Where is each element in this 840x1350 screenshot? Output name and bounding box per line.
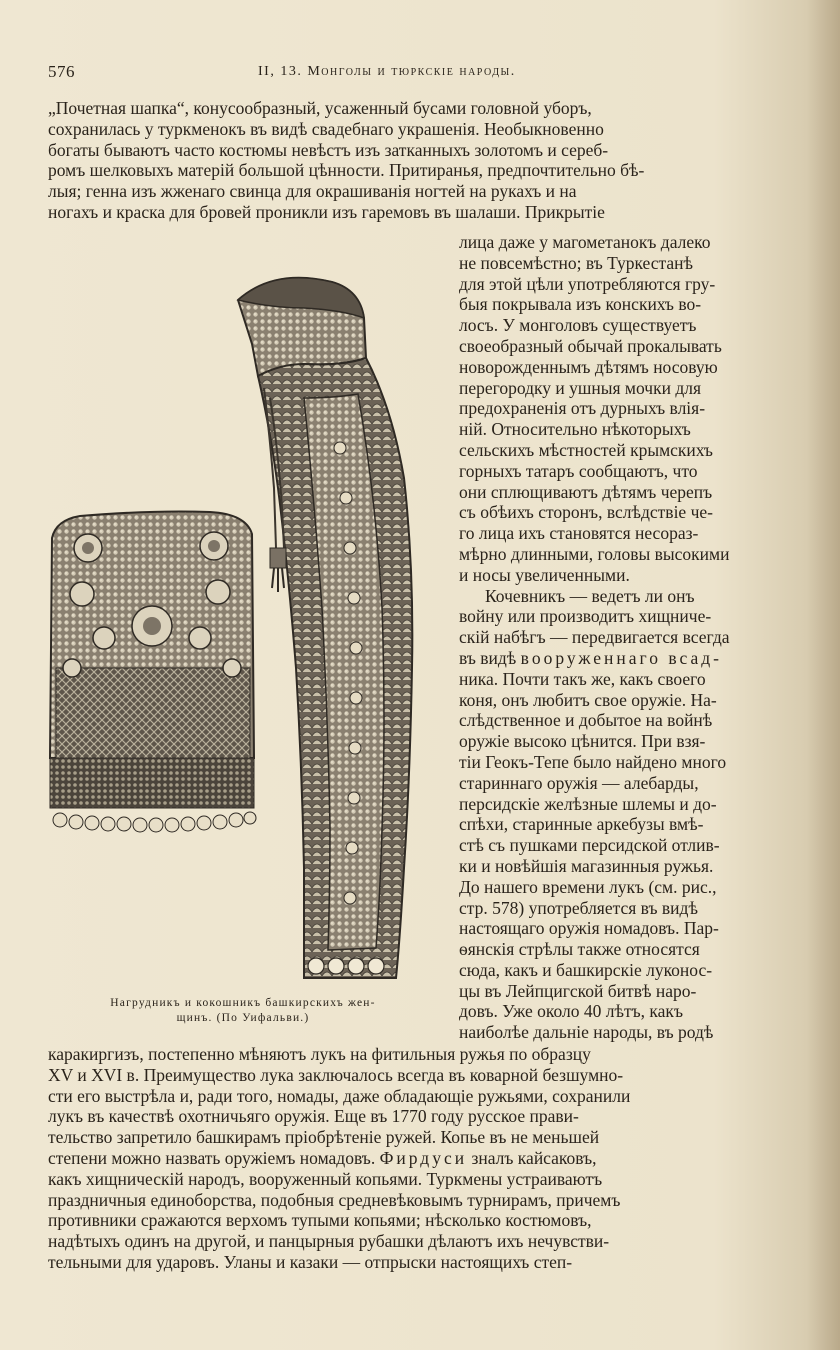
text-line: коня, онъ любитъ свое оружіе. На- bbox=[459, 689, 717, 710]
text-line: спѣхи, старинные аркебузы вмѣ- bbox=[459, 814, 704, 835]
running-head: II, 13. Монголы и тюркскіе народы. bbox=[258, 64, 516, 79]
text-line: сохранилась у туркменокъ въ видѣ свадебнаго украшенія. Необыкновенно bbox=[48, 118, 604, 139]
text-line: сюда, какъ и башкирскіе луконос- bbox=[459, 959, 713, 980]
text-line: перегородку и ушныя мочки для bbox=[459, 377, 702, 398]
text-line: быя покрывала изъ конскихъ во- bbox=[459, 294, 702, 315]
text-line: До нашего времени лукъ (см. рис., bbox=[459, 876, 717, 897]
text-line: и носы увеличенными. bbox=[459, 564, 630, 585]
text-line: Кочевникъ — ведетъ ли онъ bbox=[485, 585, 695, 606]
engraving-illustration bbox=[42, 248, 456, 1000]
text-line: слѣдственное и добытое на войнѣ bbox=[459, 710, 713, 731]
page-number: 576 bbox=[48, 62, 75, 81]
text-line: оружіе высоко цѣнится. При взя- bbox=[459, 731, 706, 752]
text-line: скій набѣгъ — передвигается всегда bbox=[459, 627, 730, 648]
bottom-paragraph bbox=[48, 1044, 790, 1273]
text-line: XV и XVI в. Преимущество лука заключалось всегда въ коварной безшумно- bbox=[48, 1064, 624, 1085]
text-line: ѳянскія стрѣлы также относятся bbox=[459, 939, 700, 960]
text-line: лыя; генна изъ жженаго свинца для окрашиванія ногтей на рукахъ и на bbox=[48, 181, 577, 202]
text-line: стариннаго оружія — алебарды, bbox=[459, 772, 699, 793]
top-paragraph bbox=[48, 98, 790, 223]
text-line: „Почетная шапка“, конусообразный, усаженный бусами головной уборъ, bbox=[48, 98, 592, 118]
spaced-word: Фирдуси bbox=[379, 1147, 468, 1168]
text-line: тельными для ударовъ. Уланы и казаки — отпрыски настоящихъ степ- bbox=[48, 1251, 573, 1272]
text-line: горныхъ татаръ сообщаютъ, что bbox=[459, 460, 698, 481]
spaced-word: вооруженнаго всад- bbox=[520, 647, 722, 668]
text-line: довъ. Уже около 40 лѣтъ, какъ bbox=[459, 1001, 683, 1022]
text-line: сти его выстрѣла и, ради того, номады, даже обладающіе ружьями, сохранили bbox=[48, 1085, 631, 1106]
text-line: наиболѣе дальніе народы, въ родѣ bbox=[459, 1022, 714, 1043]
page-header bbox=[48, 62, 800, 86]
text-line: мѣрно длинными, головы высокими bbox=[459, 543, 730, 564]
text-fragment: степени можно назвать оружіемъ номадовъ. bbox=[48, 1147, 380, 1168]
text-line: ника. Почти такъ же, какъ своего bbox=[459, 668, 706, 689]
text-line: цы въ Лейпцигской битвѣ наро- bbox=[459, 980, 697, 1001]
text-line: не повсемѣстно; въ Туркестанѣ bbox=[459, 252, 693, 273]
text-line: своеобразный обычай прокалывать bbox=[459, 335, 722, 356]
text-fragment: зналъ кайсаковъ, bbox=[467, 1147, 597, 1168]
text-line: стѣ съ пушками персидской отлив- bbox=[459, 835, 720, 856]
breastplate-headdress-drawing bbox=[42, 248, 456, 1000]
text-line: лица даже у магометанокъ далеко bbox=[459, 232, 711, 252]
right-column-text bbox=[459, 232, 799, 1043]
text-line: ки и новѣйшія магазинныя ружья. bbox=[459, 855, 714, 876]
text-line: войну или производитъ хищниче- bbox=[459, 606, 712, 627]
text-line: надѣтыхъ одинъ на другой, и панцырныя рубашки дѣлаютъ ихъ нечувстви- bbox=[48, 1231, 610, 1252]
text-line: съ обѣихъ сторонъ, вслѣдствіе че- bbox=[459, 502, 713, 523]
text-line: сельскихъ мѣстностей крымскихъ bbox=[459, 439, 713, 460]
text-line: ній. Относительно нѣкоторыхъ bbox=[459, 419, 691, 440]
text-line: тельство запретило башкирамъ пріобрѣтеніе ружей. Копье въ не меньшей bbox=[48, 1127, 600, 1148]
text-line: они сплющиваютъ дѣтямъ черепъ bbox=[459, 481, 713, 502]
text-line bbox=[48, 1148, 790, 1169]
text-line: каракиргизъ, постепенно мѣняютъ лукъ на фитильныя ружья по образцу bbox=[48, 1044, 591, 1064]
text-line: ногахъ и краска для бровей проникли изъ гаремовъ въ шалаши. Прикрытіе bbox=[48, 201, 605, 222]
text-line: богаты бываютъ часто костюмы невѣстъ изъ затканныхъ золотомъ и сереб- bbox=[48, 139, 609, 160]
text-line: тіи Геокъ-Тепе было найдено много bbox=[459, 751, 727, 772]
text-line: лосъ. У монголовъ существуетъ bbox=[459, 315, 697, 336]
caption-line: щинъ. (По Уифальви.) bbox=[176, 1012, 310, 1024]
caption-line: Нагрудникъ и кокошникъ башкирскихъ жен- bbox=[110, 997, 376, 1009]
figure-caption bbox=[58, 996, 428, 1026]
text-line: персидскіе желѣзные шлемы и до- bbox=[459, 793, 717, 814]
text-line: новорожденнымъ дѣтямъ носовую bbox=[459, 356, 718, 377]
text-line: лукъ въ качествѣ охотничьяго оружія. Еще въ 1770 году русское прави- bbox=[48, 1106, 579, 1127]
text-fragment: въ видѣ bbox=[459, 647, 521, 668]
text-line: праздничныя единоборства, подобныя средневѣковымъ турнирамъ, причемъ bbox=[48, 1189, 621, 1210]
text-line: какъ хищническій народъ, вооруженный копьями. Туркмены устраиваютъ bbox=[48, 1168, 603, 1189]
text-line: противники сражаются верхомъ тупыми копьями; нѣсколько костюмовъ, bbox=[48, 1210, 592, 1231]
text-line: предохраненія отъ дурныхъ влія- bbox=[459, 398, 706, 419]
text-line: настоящаго оружія номадовъ. Пар- bbox=[459, 918, 719, 939]
text-line: стр. 578) употребляется въ видѣ bbox=[459, 897, 698, 918]
text-line: для этой цѣли употребляются гру- bbox=[459, 273, 716, 294]
text-line: ромъ шелковыхъ матерій большой цѣнности. Притиранья, предпочтительно бѣ- bbox=[48, 160, 645, 181]
text-line bbox=[459, 648, 799, 669]
text-line: го лица ихъ становятся несораз- bbox=[459, 523, 699, 544]
